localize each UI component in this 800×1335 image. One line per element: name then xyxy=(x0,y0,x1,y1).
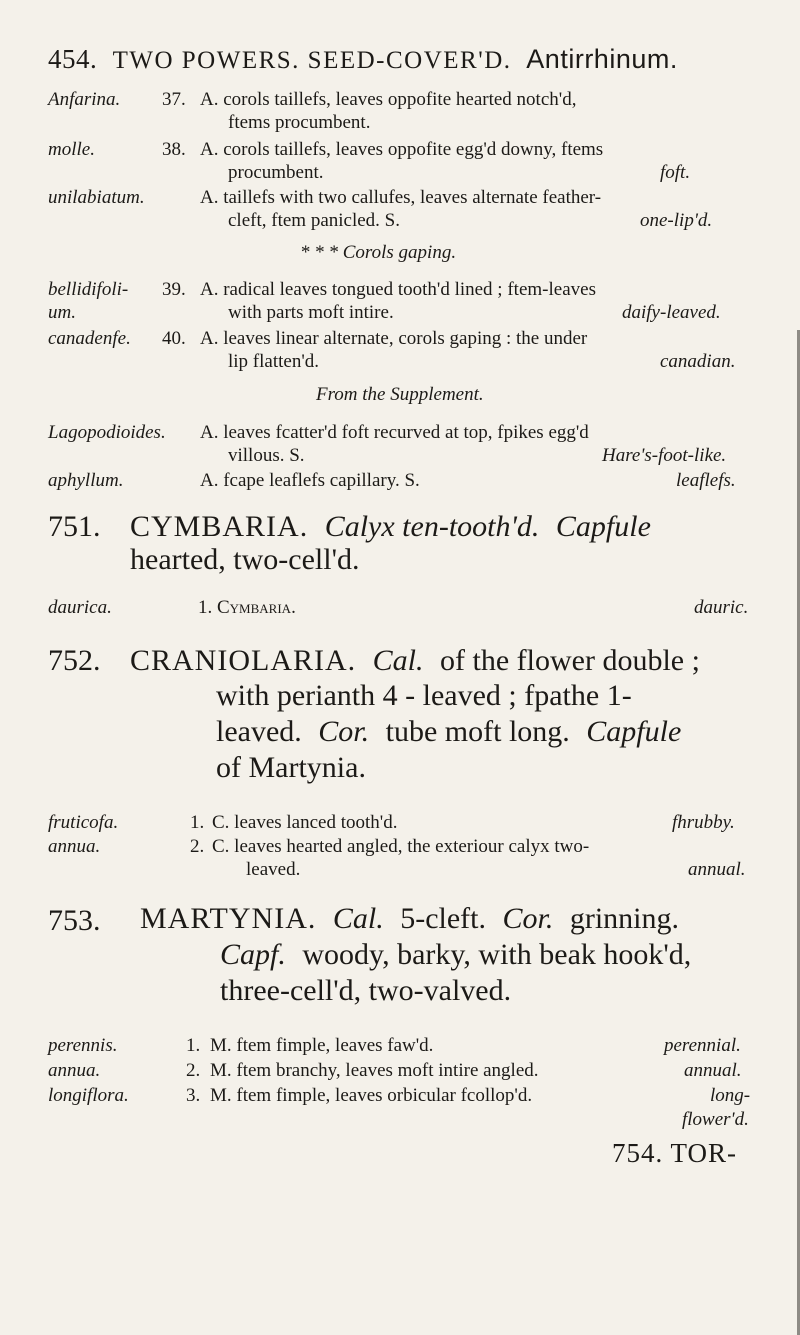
english-name: one-lip'd. xyxy=(640,210,713,231)
entry-text: A. corols taillefs, leaves oppofite hearted notch'd, xyxy=(200,89,577,110)
english-name: dauric. xyxy=(694,597,749,618)
english-name: annual. xyxy=(688,859,746,880)
genus-desc-b: grinning. xyxy=(569,902,680,935)
entry-text-cont: ftems procumbent. xyxy=(228,112,371,133)
entry-text: M. ftem branchy, leaves moft intire angled. xyxy=(210,1060,539,1081)
species-name: aphyllum. xyxy=(48,470,124,491)
section-heading-gaping: * * * Corols gaping. xyxy=(300,242,457,263)
entry-text: A. leaves fcatter'd foft recurved at top, fpikes egg'd xyxy=(200,422,589,443)
english-name: annual. xyxy=(684,1060,742,1081)
species-name: daurica. xyxy=(48,597,112,618)
genus-line-1 xyxy=(140,901,679,937)
species-name: longiflora. xyxy=(48,1085,129,1106)
section-heading-supplement: From the Supplement. xyxy=(316,384,484,405)
genus-name: MARTYNIA. xyxy=(140,902,317,935)
species-name: unilabiatum. xyxy=(48,187,145,208)
entry-text: C. leaves lanced tooth'd. xyxy=(212,812,398,833)
entry-number: 37. xyxy=(162,89,186,110)
capsule-label: Capfule xyxy=(555,510,651,543)
entry-number: 1. xyxy=(190,812,205,833)
entry-text: M. ftem fimple, leaves faw'd. xyxy=(210,1035,434,1056)
english-name: foft. xyxy=(660,162,691,183)
genus-line-1 xyxy=(130,509,651,545)
entry-number: 38. xyxy=(162,139,186,160)
genus-number: 751. xyxy=(48,510,101,543)
corolla-label: Cor. xyxy=(502,902,554,935)
entry-number: 3. xyxy=(186,1085,201,1106)
entry-number: 39. xyxy=(162,279,186,300)
english-name-cont: flower'd. xyxy=(682,1109,749,1130)
genus-line-3 xyxy=(216,714,681,750)
entry-text-cont: procumbent. xyxy=(228,162,324,183)
species-name: fruticofa. xyxy=(48,812,119,833)
species-name-cont: um. xyxy=(48,302,76,323)
entry-text-cont: with parts moft intire. xyxy=(228,302,394,323)
species-name: molle. xyxy=(48,139,95,160)
entry-number: 1. xyxy=(186,1035,201,1056)
page-number: 454. xyxy=(48,44,98,74)
english-name: Hare's-foot-like. xyxy=(602,445,727,466)
entry-number: 2. xyxy=(190,836,205,857)
entry-text: M. ftem fimple, leaves orbicular fcollop'd. xyxy=(210,1085,533,1106)
calyx-label: Cal. xyxy=(372,644,424,677)
entry-text-cont: cleft, ftem panicled. S. xyxy=(228,210,400,231)
species-name: Lagopodioides. xyxy=(48,422,166,443)
entry-text-cont: villous. S. xyxy=(228,445,305,466)
entry-text: A. taillefs with two callufes, leaves alternate feather- xyxy=(200,187,602,208)
entry-text: A. leaves linear alternate, corols gaping : the under xyxy=(200,328,588,349)
entry-text: C. leaves hearted angled, the exteriour calyx two- xyxy=(212,836,590,857)
genus-line-2: hearted, two-cell'd. xyxy=(130,543,360,576)
catchword: 754. TOR- xyxy=(612,1138,738,1168)
entry-text: A. fcape leaflefs capillary. S. xyxy=(200,470,420,491)
genus-description: Calyx ten-tooth'd. xyxy=(324,510,540,543)
calyx-label: Cal. xyxy=(332,902,384,935)
entry-text-cont: leaved. xyxy=(246,859,301,880)
species-name: canadenfe. xyxy=(48,328,131,349)
genus-name: CRANIOLARIA. xyxy=(130,644,357,677)
entry-number: 2. xyxy=(186,1060,201,1081)
genus-desc-a: leaved. xyxy=(216,715,302,748)
genus-line-2 xyxy=(220,937,691,973)
english-name: long- xyxy=(710,1085,751,1106)
species-name: annua. xyxy=(48,836,101,857)
capsule-label: Capfule xyxy=(586,715,682,748)
english-name: perennial. xyxy=(664,1035,741,1056)
entry-text: A. corols taillefs, leaves oppofite egg'd downy, ftems xyxy=(200,139,604,160)
english-name: leaflefs. xyxy=(676,470,736,491)
genus-line-1 xyxy=(130,643,700,679)
genus-number: 753. xyxy=(48,904,101,937)
entry-number: 40. xyxy=(162,328,186,349)
english-name: fhrubby. xyxy=(672,812,735,833)
english-name: canadian. xyxy=(660,351,736,372)
species-name: bellidifoli- xyxy=(48,279,129,300)
genus-description: of the flower double ; xyxy=(440,644,700,677)
header-genus: Antirrhinum. xyxy=(526,44,678,74)
genus-line-3: three-cell'd, two-valved. xyxy=(220,974,512,1007)
genus-line-4: of Martynia. xyxy=(216,751,366,784)
capsule-label: Capf. xyxy=(220,938,286,971)
genus-name: CYMBARIA. xyxy=(130,510,309,543)
corolla-label: Cor. xyxy=(318,715,370,748)
genus-line-2: with perianth 4 - leaved ; fpathe 1- xyxy=(216,679,632,712)
entry-text: 1. Cymbaria. xyxy=(198,597,296,618)
entry-text-cont: lip flatten'd. xyxy=(228,351,320,372)
running-header xyxy=(48,44,768,75)
genus-desc-b: tube moft long. xyxy=(385,715,570,748)
species-name: perennis. xyxy=(48,1035,118,1056)
running-title: TWO POWERS. SEED-COVER'D. xyxy=(112,47,512,74)
species-name: Anfarina. xyxy=(48,89,121,110)
genus-number: 752. xyxy=(48,644,101,677)
english-name: daify-leaved. xyxy=(622,302,721,323)
genus-desc: woody, barky, with beak hook'd, xyxy=(302,938,692,971)
species-name: annua. xyxy=(48,1060,101,1081)
entry-text: A. radical leaves tongued tooth'd lined ; ftem-leaves xyxy=(200,279,596,300)
genus-desc-a: 5-cleft. xyxy=(400,902,486,935)
